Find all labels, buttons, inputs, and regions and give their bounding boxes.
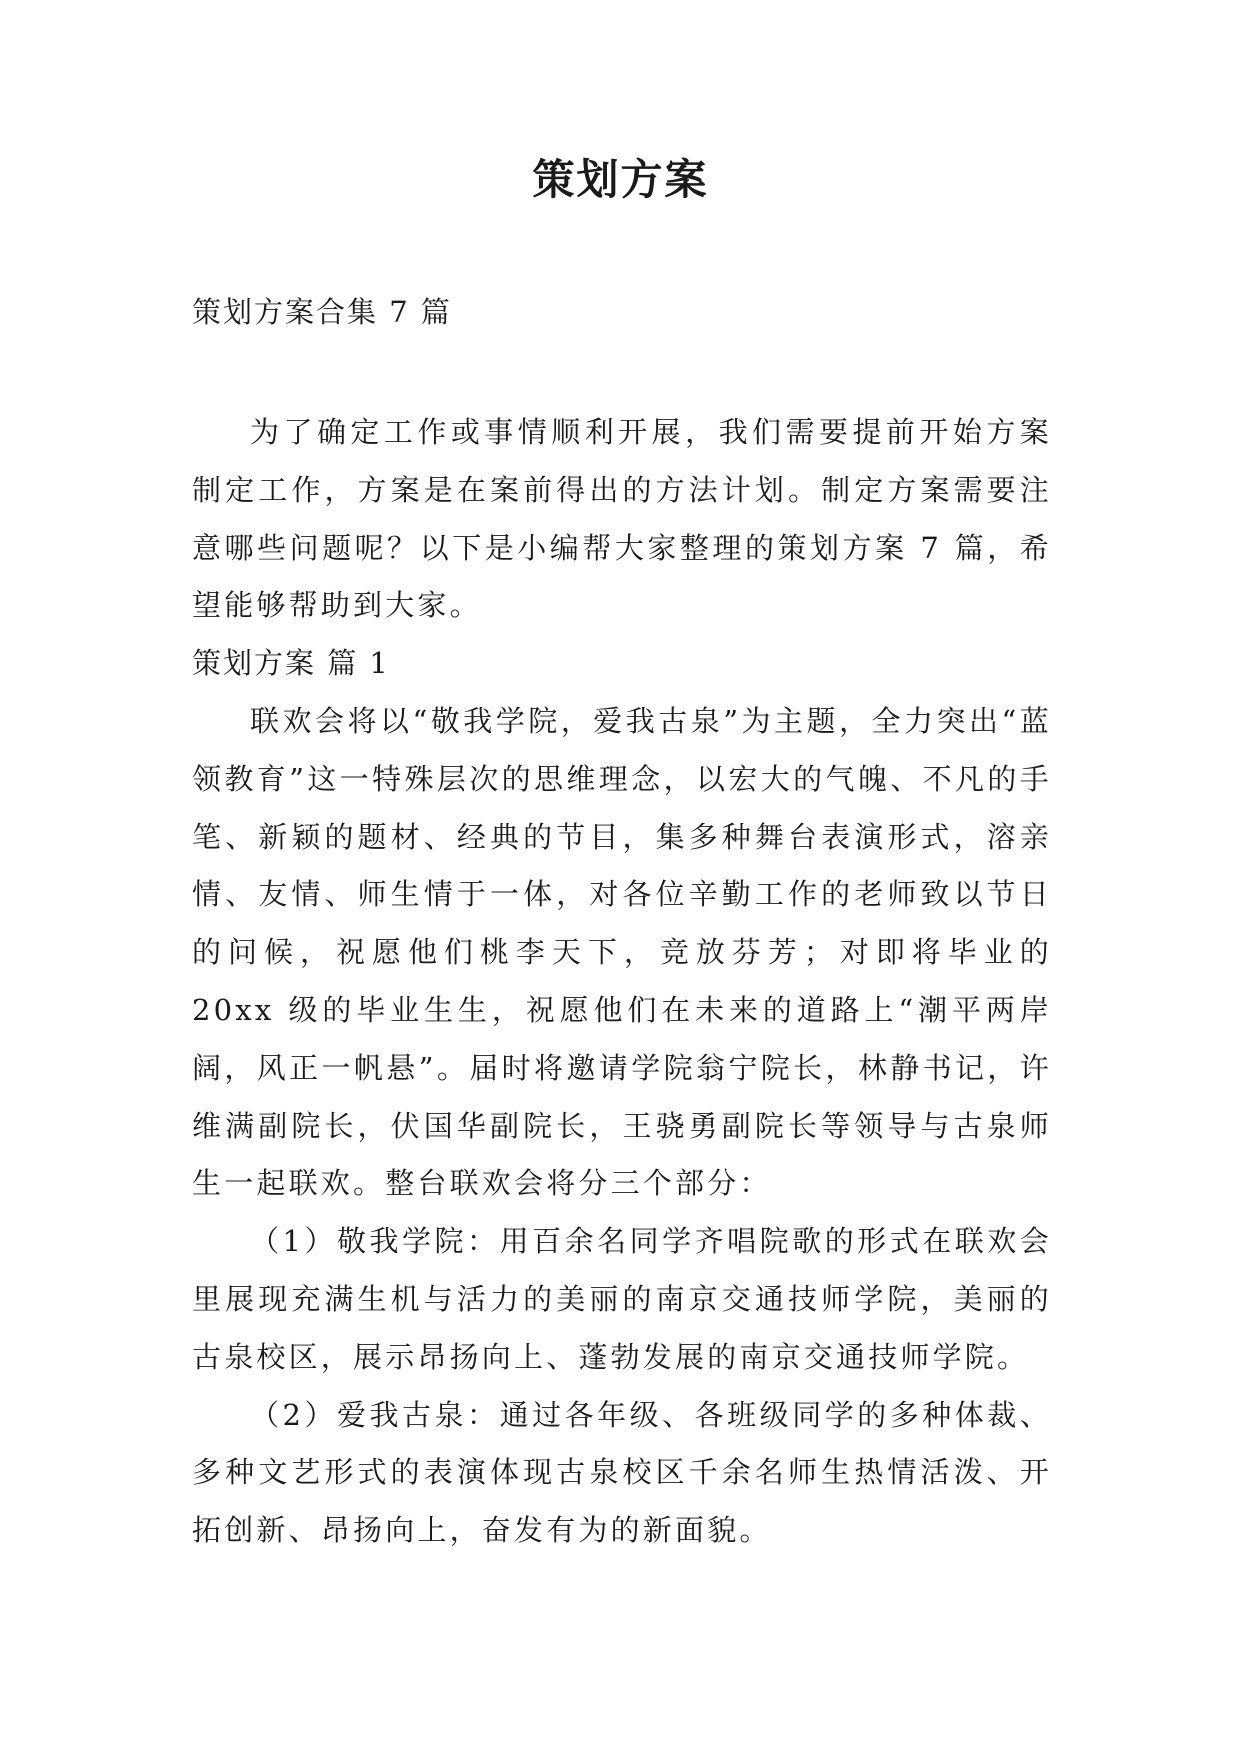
body-paragraph-3: （2）爱我古泉：通过各年级、各班级同学的多种体裁、多种文艺形式的表演体现古泉校区千余名师生热情活泼、开拓创新、昂扬向上，奋发有为的新面貌。 bbox=[192, 1397, 1052, 1548]
body-paragraph-2: （1）敬我学院：用百余名同学齐唱院歌的形式在联欢会里展现充满生机与活力的美丽的南京交通技师学院，美丽的古泉校区，展示昂扬向上、蓬勃发展的南京交通技师学院。 bbox=[192, 1224, 1052, 1374]
page-title: 策划方案 bbox=[532, 155, 709, 204]
section-heading: 策划方案 篇 1 bbox=[192, 646, 390, 681]
document-body bbox=[192, 404, 1052, 1560]
intro-paragraph: 为了确定工作或事情顺利开展，我们需要提前开始方案制定工作，方案是在案前得出的方法计划。制定方案需要注意哪些问题呢？以下是小编帮大家整理的策划方案 7 篇，希望能够帮助到大家。 bbox=[192, 415, 1052, 623]
body-paragraph-1: 联欢会将以“敬我学院，爱我古泉”为主题，全力突出“蓝领教育”这一特殊层次的思维理念，以宏大的气魄、不凡的手笔、新颖的题材、经典的节目，集多种舞台表演形式，溶亲情、友情、师生情于一体，对各位辛勤工作的老师致以节日的问候，祝愿他们桃李天下，竞放芬芳；对即将毕业的 20xx 级的毕业生生，祝愿他们在未来的道路上“潮平两岸阔，风正一帆悬”。届时将邀请学院翁宁院长，林静书记，许维满副院长，伏国华副院长，王骁勇副院长等领导与古泉师生一起联欢。整台联欢会将分三个部分： bbox=[192, 703, 1052, 1201]
document-subtitle: 策划方案合集 7 篇 bbox=[192, 295, 452, 329]
